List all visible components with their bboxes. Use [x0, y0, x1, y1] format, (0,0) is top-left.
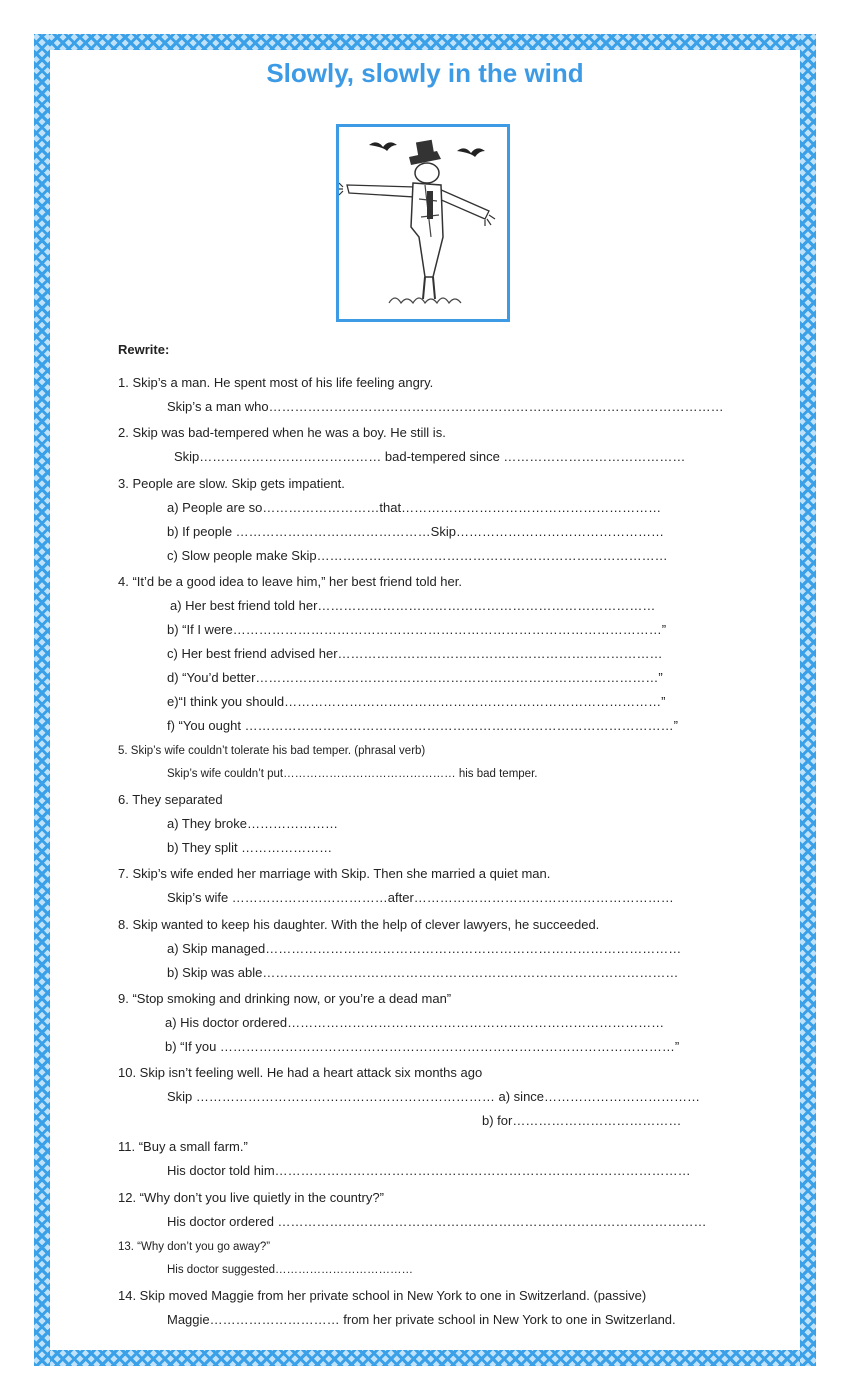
exercise-line: Skip’s wife couldn’t put……………………………………… his bad temper. — [167, 768, 538, 780]
exercise-line: 1. Skip’s a man. He spent most of his life feeling angry. — [118, 375, 434, 390]
exercise-line: b) for………………………………… — [482, 1113, 682, 1128]
crow-right-icon — [457, 148, 485, 157]
scarecrow-drawing — [339, 127, 507, 319]
border-right — [800, 34, 816, 1366]
exercise-line: a) People are so………………………that…………………………………………………… — [167, 500, 662, 515]
exercise-line: Skip …………………………………………………………… a) since……………………………… — [167, 1089, 701, 1104]
exercise-line: Skip…………………………………… bad-tempered since …………………………………… — [174, 449, 686, 464]
exercise-line: a) They broke………………… — [167, 816, 338, 831]
worksheet-title: Slowly, slowly in the wind — [266, 58, 584, 88]
exercise-line: 3. People are slow. Skip gets impatient. — [118, 476, 345, 491]
border-top — [34, 34, 816, 50]
exercise-line: b) If people ………………………………………Skip………………………………………… — [167, 524, 664, 539]
exercise-line: 9. “Stop smoking and drinking now, or you’re a dead man” — [118, 991, 452, 1006]
exercise-line: 14. Skip moved Maggie from her private school in New York to one in Switzerland. (passive) — [118, 1288, 647, 1303]
exercise-line: 12. “Why don’t you live quietly in the country?” — [118, 1190, 384, 1205]
border-left — [34, 34, 50, 1366]
exercise-line: 8. Skip wanted to keep his daughter. With the help of clever lawyers, he succeeded. — [118, 917, 600, 932]
exercise-line: b) They split ………………… — [167, 840, 333, 855]
exercise-line: a) His doctor ordered…………………………………………………………………………… — [165, 1015, 665, 1030]
exercise-line: His doctor suggested……………………………… — [167, 1264, 414, 1276]
exercise-line: e)“I think you should……………………………………………………………………………” — [167, 694, 666, 709]
exercise-line: His doctor ordered ……………………………………………………………………………………… — [167, 1214, 707, 1229]
exercise-line: c) Slow people make Skip……………………………………………………………………… — [167, 548, 668, 563]
exercise-line: Maggie………………………… from her private school in New York to one in Switzerland. — [167, 1312, 676, 1327]
exercise-line: a) Her best friend told her…………………………………………………………………… — [170, 598, 656, 613]
exercise-line: 5. Skip’s wife couldn’t tolerate his bad temper. (phrasal verb) — [118, 745, 426, 757]
exercise-line: 13. “Why don’t you go away?” — [118, 1241, 271, 1253]
exercise-line: c) Her best friend advised her………………………………………………………………… — [167, 646, 663, 661]
exercise-line: d) “You’d better…………………………………………………………………………………” — [167, 670, 663, 685]
scarecrow-illustration — [336, 124, 510, 322]
exercise-line: 4. “It’d be a good idea to leave him,” her best friend told her. — [118, 574, 462, 589]
exercise-line: b) “If you ……………………………………………………………………………………………” — [165, 1039, 680, 1054]
exercise-line: Skip’s a man who…………………………………………………………………………………………… — [167, 399, 724, 414]
exercise-line: 2. Skip was bad-tempered when he was a boy. He still is. — [118, 425, 446, 440]
exercise-line: a) Skip managed…………………………………………………………………………………… — [167, 941, 682, 956]
exercise-line: 10. Skip isn’t feeling well. He had a heart attack six months ago — [118, 1065, 483, 1080]
border-bottom — [34, 1350, 816, 1366]
exercise-line: 11. “Buy a small farm.” — [118, 1139, 248, 1154]
section-heading: Rewrite: — [118, 342, 170, 357]
exercise-line: b) Skip was able…………………………………………………………………………………… — [167, 965, 679, 980]
exercise-line: Skip’s wife ………………………………after…………………………………………………… — [167, 890, 674, 905]
exercise-line: 6. They separated — [118, 792, 223, 807]
exercise-line: His doctor told him…………………………………………………………………………………… — [167, 1163, 691, 1178]
exercise-line: 7. Skip’s wife ended her marriage with Skip. Then she married a quiet man. — [118, 866, 551, 881]
exercise-line: b) “If I were………………………………………………………………………………………” — [167, 622, 667, 637]
exercise-line: f) “You ought ………………………………………………………………………………………” — [167, 718, 678, 733]
crow-left-icon — [369, 142, 397, 151]
